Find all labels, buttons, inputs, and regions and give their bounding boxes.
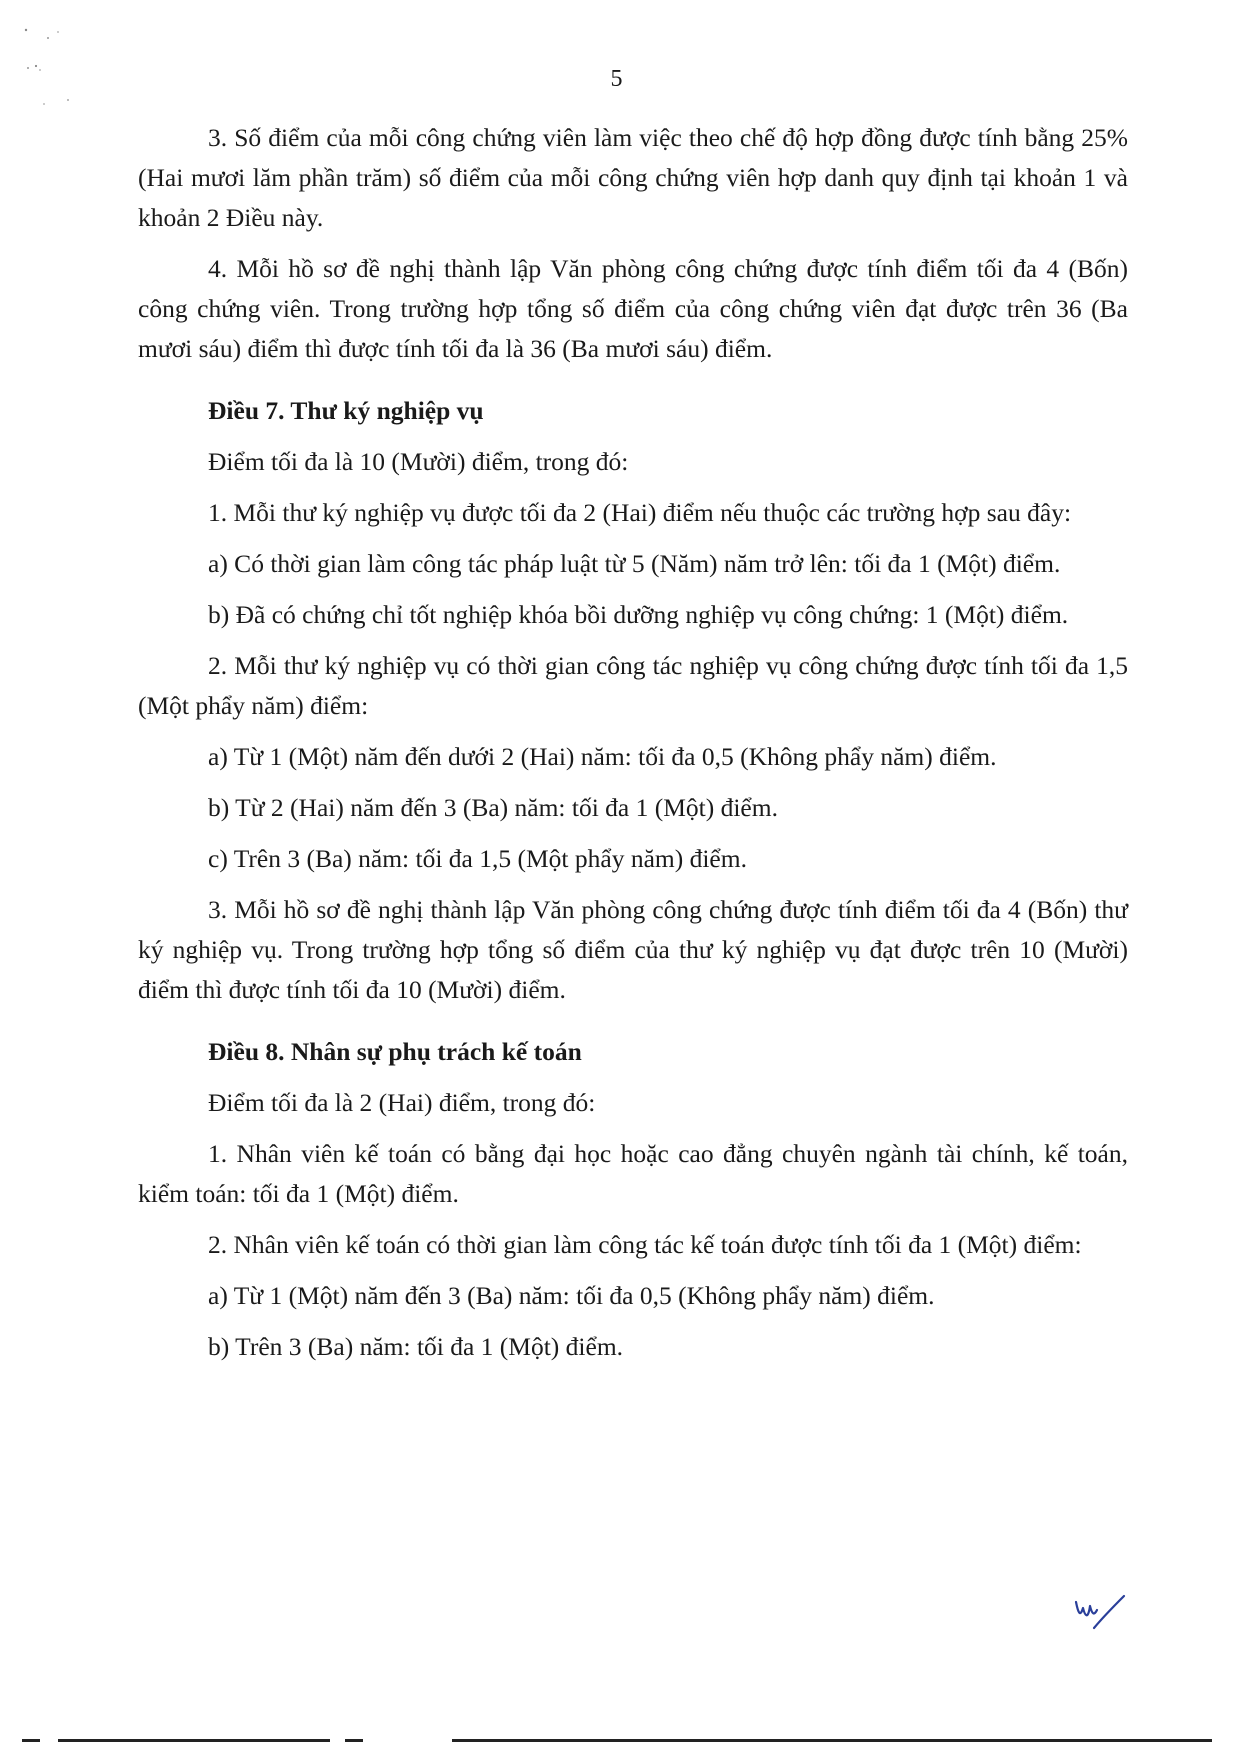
page-number: 5 bbox=[610, 66, 623, 92]
bottom-scan-edge bbox=[22, 1739, 40, 1742]
bottom-scan-edge bbox=[345, 1739, 363, 1742]
paragraph: b) Đã có chứng chỉ tốt nghiệp khóa bồi dưỡng nghiệp vụ công chứng: 1 (Một) điểm. bbox=[208, 600, 1069, 629]
paragraph: Điểm tối đa là 2 (Hai) điểm, trong đó: bbox=[208, 1088, 596, 1117]
initials-signature-icon bbox=[1070, 1590, 1130, 1640]
paragraph: a) Từ 1 (Một) năm đến dưới 2 (Hai) năm: tối đa 0,5 (Không phẩy năm) điểm. bbox=[208, 742, 997, 771]
paragraph: 2. Mỗi thư ký nghiệp vụ có thời gian công tác nghiệp vụ công chứng được tính tối đa 1,5 (Một phẩy năm) điểm: bbox=[138, 651, 1128, 720]
paragraph: c) Trên 3 (Ba) năm: tối đa 1,5 (Một phẩy năm) điểm. bbox=[208, 844, 747, 873]
paragraph: 3. Số điểm của mỗi công chứng viên làm việc theo chế độ hợp đồng được tính bằng 25% (Hai mươi lăm phần trăm) số điểm của mỗi công chứng viên hợp danh quy định tại khoản 1 và khoản 2 Điều này. bbox=[138, 123, 1128, 232]
scan-noise-marks bbox=[18, 20, 88, 110]
paragraph: Điểm tối đa là 10 (Mười) điểm, trong đó: bbox=[208, 447, 629, 476]
paragraph: b) Từ 2 (Hai) năm đến 3 (Ba) năm: tối đa 1 (Một) điểm. bbox=[208, 793, 778, 822]
document-body bbox=[138, 118, 1128, 1378]
bottom-scan-edge bbox=[452, 1739, 1212, 1742]
paragraph: a) Có thời gian làm công tác pháp luật từ 5 (Năm) năm trở lên: tối đa 1 (Một) điểm. bbox=[208, 549, 1061, 578]
bottom-scan-edge bbox=[58, 1739, 330, 1742]
paragraph: 4. Mỗi hồ sơ đề nghị thành lập Văn phòng công chứng được tính điểm tối đa 4 (Bốn) công chứng viên. Trong trường hợp tổng số điểm của công chứng viên đạt được trên 36 (Ba mươi sáu) điểm thì được tính tối đa là 36 (Ba mươi sáu) điểm. bbox=[138, 254, 1128, 363]
paragraph: 3. Mỗi hồ sơ đề nghị thành lập Văn phòng công chứng được tính điểm tối đa 4 (Bốn) thư ký nghiệp vụ. Trong trường hợp tổng số điểm của thư ký nghiệp vụ đạt được trên 10 (Mười) điểm thì được tính tối đa 10 (Mười) điểm. bbox=[138, 895, 1128, 1004]
paragraph: b) Trên 3 (Ba) năm: tối đa 1 (Một) điểm. bbox=[208, 1332, 624, 1361]
article-7-heading: Điều 7. Thư ký nghiệp vụ bbox=[208, 396, 484, 425]
paragraph: a) Từ 1 (Một) năm đến 3 (Ba) năm: tối đa 0,5 (Không phẩy năm) điểm. bbox=[208, 1281, 935, 1310]
paragraph: 1. Mỗi thư ký nghiệp vụ được tối đa 2 (Hai) điểm nếu thuộc các trường hợp sau đây: bbox=[208, 498, 1072, 527]
paragraph: 2. Nhân viên kế toán có thời gian làm công tác kế toán được tính tối đa 1 (Một) điểm: bbox=[208, 1230, 1082, 1259]
paragraph: 1. Nhân viên kế toán có bằng đại học hoặc cao đẳng chuyên ngành tài chính, kế toán, kiểm toán: tối đa 1 (Một) điểm. bbox=[138, 1139, 1128, 1208]
article-8-heading: Điều 8. Nhân sự phụ trách kế toán bbox=[208, 1037, 582, 1066]
